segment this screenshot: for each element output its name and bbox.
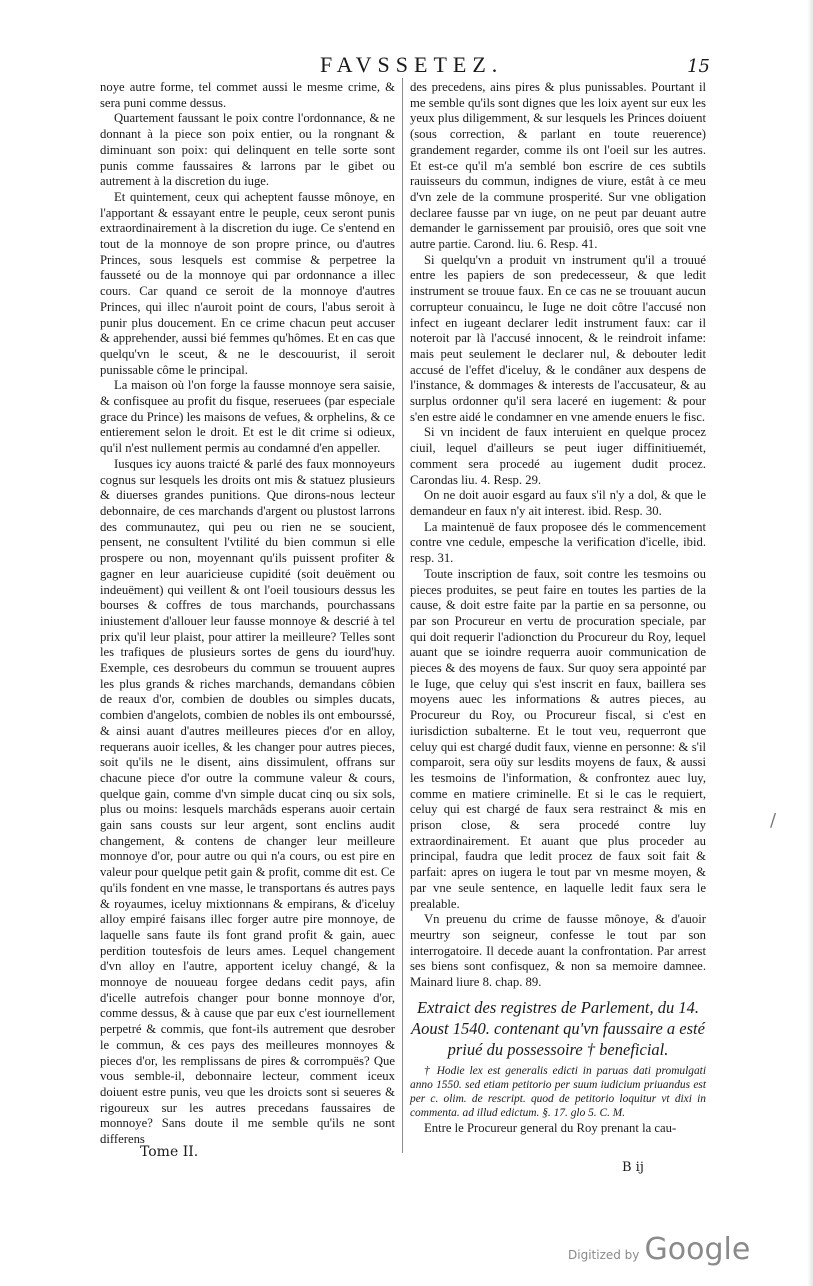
- paragraph: La maintenuë de faux proposee dés le commencement contre vne cedule, empesche la verification d'icelle, ibid. resp. 31.: [410, 519, 706, 566]
- running-title: FAVSSETEZ.: [320, 52, 504, 77]
- section-heading: Extraict des registres de Parlement, du 14. Aoust 1540. contenant qu'vn faussaire a esté priué du possessoire † beneficial.: [411, 997, 705, 1059]
- page-number: 15: [687, 56, 710, 77]
- column-divider: [402, 78, 403, 1153]
- paragraph: des precedens, ains pires & plus punissables. Pourtant il me semble qu'ils sont dignes que les loix ayent sur eux les yeux plus diligemment, & sur lesquels les Princes doiuent (sous correction, & parlant en toute reuerence) grandement regarder, comme ils ont l'oeil sur les autres. Et est-ce qu'il m'a semblé bon escrire de ces subtils rauisseurs du commun, indignes de viure, estât à ce meu d'vn zele de la commune prosperité. Sur vne obligation declaree fausse par vn iuge, on ne peut par deuant autre demander le garnissement par prouisiô, ores que soit vne autre partie. Carond. liu. 6. Resp. 41.: [410, 80, 706, 252]
- closing-line: Entre le Procureur general du Roy prenant la cau-: [424, 1120, 677, 1135]
- footnote: † Hodie lex est generalis edicti in paruas dati promulgati anno 1550. sed etiam petitorio per suum iudicium priuandus est per c. olim. de rescript. quod de petitorio loquitur vt dixi in commenta. ad illud edictum. §. 17. glo 5. C. M.: [410, 1064, 706, 1120]
- signature-mark: B ij: [622, 1160, 644, 1175]
- watermark-prefix: Digitized by: [568, 1248, 640, 1262]
- right-column: [410, 80, 706, 1136]
- margin-mark: /: [770, 810, 777, 831]
- paragraph: Si vn incident de faux interuient en quelque procez ciuil, lequel d'ailleurs se peut iuger diffinitiuemét, comment sera procedé au iugement dudit procez. Carondas liu. 4. Resp. 29.: [410, 425, 706, 487]
- left-column: [100, 80, 395, 1148]
- page-edge: [807, 0, 813, 1286]
- paragraph: Et quintement, ceux qui acheptent fausse mônoye, en l'apportant & essayant entre le peuple, ceux seront punis extraordinairement à la discretion du iuge. Ce s'entend en tout de la monnoye de son propre prince, ou d'autres Princes, sous lesquels est commise & perpetree la fausseté ou de la monnoye qui par ordonnance a illec cours. Car quand ce seroit de la monnoye d'autres Princes, qui illec n'auroit point de cours, l'abus seroit à punir plus doucement. En ce crime chacun peut accuser & apprehender, aussi bié femmes qu'hômes. Et en cas que quelqu'vn le sceut, & ne le descouurist, il seroit punissable côme le principal.: [100, 189, 395, 377]
- paragraph: Iusques icy auons traicté & parlé des faux monnoyeurs cognus sur lesquels les droits ont mis & statuez plusieurs & diuerses grandes punitions. Que dirons-nous lecteur debonnaire, de ces marchands d'argent ou plustost larrons des communautez, qui peu ou rien ne se soucient, pensent, ne consultent l'vtilité du bien commun si elle prospere ou non, moyennant qu'ils puissent profiter & gagner en leur auaricieuse cupidité (soit deuëment ou indeuëment) qui veillent & ont l'oeil tousiours dessus les bourses & coffres de tous marchands, pourchassans iniustement d'allouer leur fausse monnoye & descrié à tel prix qu'il leur plaist, pour attirer la meilleure? Telles sont les trafiques de plusieurs sortes de gens du iourd'huy. Exemple, ces desrobeurs du commun se trouuent aupres les plus grands & riches marchands, demandans côbien de reaux d'or, combien de doubles ou simples ducats, combien d'angelots, combien de nobles ils ont embourssé, & ainsi auant d'autres meilleures pieces d'or en alloy, requerans auoir icelles, & les changer pour autres pieces, soit qu'ils ne le disent, ains dissimulent, offrans sur chacune piece d'or outre la commune valeur & cours, quelque gain, comme d'vn simple ducat cinq ou six sols, plus ou moins: lesquels marchâds esperans auoir certain gain sans cousts sur leur argent, sont enclins audit changement, & contens de changer leur meilleure monnoye d'or, pour autre ou qui n'a cours, ou est pire en valeur pour quelque petit gain & profit, comme dit est. Ce qu'ils fondent en vne masse, le transportans és autres pays & royaumes, iceluy mixtionnans & empirans, & d'iceluy alloy empiré faisans illec forger autre pire monnoye, de laquelle sans faute ils font grand profit & gain, auec perdition toutesfois de leurs ames. Lequel changement d'vn alloy en l'autre, apportent iceluy changé, & la monnoye de nouueau forgee dedans cedit pays, afin d'icelle autrefois changer pour bonne monnoye d'or, comme dessus, & à cause que par eux c'est iournellement perpetré & commis, que font-ils autrement que desrober le commun, & ces pays des meilleures monnoyes & pieces d'or, les remplissans de pires & corrompuës? Que vous semble-il, debonnaire lecteur, comment iceux doiuent estre punis, veu que les droicts sont si seueres & rigoureux sur les autres precedans faussaires de monnoye? Sans doute il me semble qu'ils ne sont differens: [100, 456, 395, 1147]
- paragraph: Quartement faussant le poix contre l'ordonnance, & ne donnant à la piece son poix entier, ou la rongnant & diminuant son poix: qui delinquent en telle sorte sont punis comme faussaires & larrons par le gibet ou autrement à la discretion du iuge.: [100, 111, 395, 189]
- paragraph: On ne doit auoir esgard au faux s'il n'y a dol, & que le demandeur en faux n'y ait interest. ibid. Resp. 30.: [410, 488, 706, 518]
- paragraph: La maison où l'on forge la fausse monnoye sera saisie, & confisquee au profit du fisque, reseruees (par especiale grace du Prince) les maisons de vefues, & orphelins, & ce entierement selon le droit. Et est le dit crime si odieux, qu'il n'est nullement permis au condamné d'en appeller.: [100, 378, 395, 456]
- volume-label: Tome II.: [140, 1144, 199, 1160]
- watermark-logo: Google: [644, 1232, 751, 1267]
- page-header: [90, 52, 710, 82]
- paragraph: Si quelqu'vn a produit vn instrument qu'il a trouué entre les papiers de son predecesseur, & que ledit instrument se trouue faux. En ce cas ne se trouuant aucun corrupteur conuaincu, le Iuge ne doit côtre l'accusé non infect en iugeant declarer ledit instrument faux: car il noteroit par là l'accusé innocent, & le reindroit infame: mais peut seulement le declarer nul, & debouter ledit accusé de l'effet d'iceluy, & le condâner aux despens de l'instance, & dommages & interests de l'accusateur, & au surplus ordonner qu'il sera laceré en iugement: & pour s'en estre aidé le condamner en vne amende enuers le fisc.: [410, 252, 706, 424]
- paragraph: Toute inscription de faux, soit contre les tesmoins ou pieces produites, se peut faire en toutes les parties de la cause, & doit estre faite par la partie en sa personne, ou par son Procureur en vertu de procuration speciale, par qui doit requerir l'adionction du Procureur du Roy, lequel auant que se ioindre requerra auoir communication de pieces & des moyens de faux. Sur quoy sera appointé par le Iuge, que celuy qui s'est inscrit en faux, baillera ses moyens auec les informations & autres pieces, au Procureur du Roy, ou Procureur fiscal, si c'est en iurisdiction subalterne. Et le tout veu, requerront que celuy qui est chargé dudit faux, vienne en personne: & s'il comparoit, sera oüy sur lesdits moyens de faux, & aussi les tesmoins de l'information, & confrontez auec luy, comme en matiere criminelle. Et si le cas le requiert, celuy qui est chargé de faux sera restrainct & mis en prison close, & sera procedé contre luy extraordinairement. Et auant que plus proceder au principal, faudra que ledit procez de faux soit fait & parfait: apres on iugera le tout par vn mesme moyen, & par vne seule sentence, en laquelle ledit faux sera le prealable.: [410, 566, 706, 911]
- paragraph: noye autre forme, tel commet aussi le mesme crime, & sera puni comme dessus.: [100, 80, 395, 110]
- paragraph: Vn preuenu du crime de fausse mônoye, & d'auoir meurtry son seigneur, confesse le tout par son interrogatoire. Il decede auant la confrontation. Par arrest ses biens sont confisquez, & non sa memoire damnee. Mainard liure 8. chap. 89.: [410, 912, 706, 990]
- digitization-watermark: [568, 1232, 750, 1267]
